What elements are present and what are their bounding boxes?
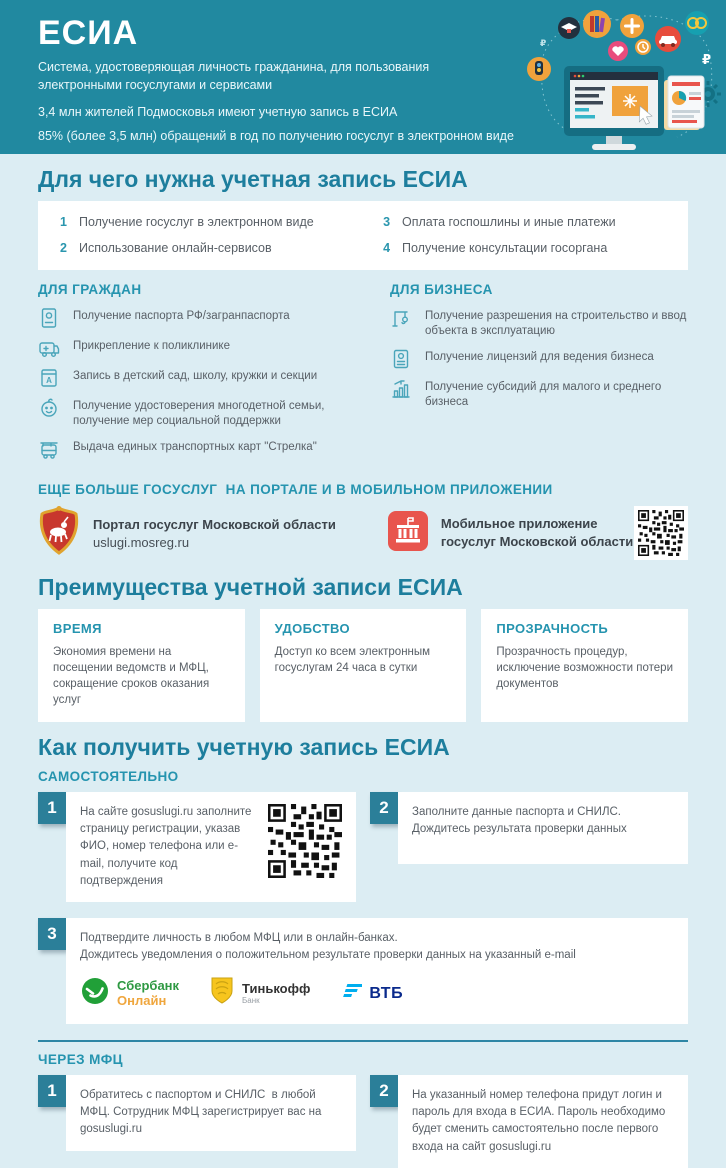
advantage-card-transparency bbox=[481, 609, 688, 722]
crane-icon bbox=[390, 307, 412, 329]
list-item bbox=[38, 397, 368, 430]
purpose-item-text: Получение госуслуг в электронном виде bbox=[78, 215, 314, 229]
vtb-label: ВТБ bbox=[369, 984, 404, 1002]
self-subheading: САМОСТОЯТЕЛЬНО bbox=[38, 768, 179, 784]
list-item-text: Получение паспорта РФ/загранпаспорта bbox=[73, 309, 290, 322]
sberbank-label-line1: Сбербанк bbox=[117, 978, 180, 994]
passport-icon bbox=[38, 307, 60, 329]
svg-text:₽: ₽ bbox=[540, 39, 547, 49]
more-services-heading: ЕЩЕ БОЛЬШЕ ГОСУСЛУГ НА ПОРТАЛЕ И В МОБИЛЬНОМ ПРИЛОЖЕНИИ bbox=[38, 481, 553, 497]
vtb-logo bbox=[340, 982, 403, 1006]
sberbank-icon bbox=[80, 976, 110, 1012]
header-stat-users: 3,4 млн жителей Подмосковья имеют учетную запись в ЕСИА bbox=[38, 105, 398, 120]
how-heading: Как получить учетную запись ЕСИА bbox=[38, 733, 450, 760]
portal-url: uslugi.mosreg.ru bbox=[93, 535, 190, 551]
school-record-icon bbox=[38, 367, 60, 389]
purpose-card bbox=[38, 201, 688, 270]
purpose-heading: Для чего нужна учетная запись ЕСИА bbox=[38, 166, 468, 192]
advantage-title: ПРОЗРАЧНОСТЬ bbox=[496, 620, 609, 636]
step-number-badge: 3 bbox=[38, 918, 66, 950]
mfc-step-1 bbox=[38, 1075, 356, 1168]
clock-icon bbox=[635, 39, 651, 55]
advantage-text: Прозрачность процедур, исключение возможности потери документов bbox=[496, 645, 673, 690]
vtb-wing-icon bbox=[340, 982, 362, 1006]
chart-growth-icon bbox=[390, 378, 412, 400]
section-advantages bbox=[38, 574, 688, 722]
advantage-title: ВРЕМЯ bbox=[53, 620, 102, 636]
purpose-item-text: Использование онлайн-сервисов bbox=[78, 241, 272, 256]
step-text: Обратитесь с паспортом и СНИЛС в любой МФЦ. Сотрудник МФЦ зарегистрирует вас на gosuslugi.ru bbox=[80, 1088, 325, 1136]
tinkoff-logo bbox=[209, 976, 310, 1012]
business-heading: ДЛЯ БИЗНЕСА bbox=[390, 281, 493, 297]
monitor-icon bbox=[564, 66, 664, 150]
purpose-item-number: 4 bbox=[383, 241, 391, 256]
car-icon bbox=[655, 26, 681, 52]
advantage-text: Доступ ко всем электронным госуслугам 24 часа в сутки bbox=[274, 645, 431, 674]
mfc-step-2 bbox=[370, 1075, 688, 1168]
banks-row bbox=[80, 976, 674, 1012]
self-step-1 bbox=[38, 792, 356, 902]
header-banner bbox=[0, 0, 726, 154]
sberbank-label-line2: Онлайн bbox=[117, 992, 167, 1008]
step-text-line2: Дождитесь уведомления о положительном результате проверки данных на указанный e-mail bbox=[80, 949, 576, 962]
purpose-item-number: 2 bbox=[60, 241, 67, 256]
purpose-item bbox=[60, 214, 357, 230]
app-qr-code bbox=[634, 506, 688, 560]
child-icon bbox=[38, 397, 60, 419]
self-step-3 bbox=[38, 918, 688, 1024]
moscow-region-coat-of-arms-icon bbox=[38, 505, 80, 562]
mobile-app-title-line2: госуслуг Московской области bbox=[440, 534, 634, 550]
purpose-item-number: 3 bbox=[383, 215, 391, 229]
list-item bbox=[38, 438, 368, 460]
list-item bbox=[38, 307, 368, 329]
list-item bbox=[390, 307, 688, 340]
school-record-icon-item bbox=[38, 367, 368, 389]
list-item bbox=[390, 348, 688, 370]
tinkoff-label-line2: Банк bbox=[242, 995, 260, 1005]
header-subtitle: Система, удостоверяющая личность гражданина, для пользования электронными госуслугами и сервисами bbox=[38, 59, 430, 93]
tinkoff-icon bbox=[209, 976, 235, 1012]
list-item bbox=[390, 378, 688, 411]
list-item bbox=[38, 337, 368, 359]
mobile-app-icon bbox=[388, 511, 428, 556]
citizens-heading: ДЛЯ ГРАЖДАН bbox=[38, 281, 142, 297]
advantage-card-time bbox=[38, 609, 245, 722]
section-how-to-get bbox=[38, 734, 688, 1168]
purpose-item bbox=[60, 240, 357, 256]
report-documents-icon bbox=[664, 76, 704, 130]
portal-title: Портал госуслуг Московской области bbox=[93, 516, 336, 532]
list-item-text: Получение удостоверения многодетной семьи, получение мер социальной поддержки bbox=[73, 399, 325, 428]
traffic-device-icon bbox=[527, 57, 551, 81]
mobile-app-title-line1: Мобильное приложение bbox=[440, 516, 598, 532]
portal-brand bbox=[38, 505, 336, 562]
computer-services-illustration bbox=[512, 2, 722, 152]
list-item-text: Получение разрешения на строительство и ввод объекта в эксплуатацию bbox=[425, 309, 687, 338]
bus-icon bbox=[38, 438, 60, 460]
business-group bbox=[390, 282, 688, 468]
advantage-card-convenience bbox=[260, 609, 467, 722]
purpose-item-number: 1 bbox=[60, 215, 67, 229]
header-stat-requests: 85% (более 3,5 млн) обращений в год по получению госуслуг в электронном виде bbox=[38, 129, 514, 144]
purpose-item-text: Получение консультации госоргана bbox=[402, 241, 608, 256]
purpose-item bbox=[383, 240, 666, 256]
medicine-icon bbox=[620, 14, 644, 38]
purpose-item bbox=[383, 214, 666, 230]
health-heart-icon bbox=[608, 41, 628, 61]
section-divider bbox=[38, 1040, 688, 1042]
step-text: Заполните данные паспорта и СНИЛС. Дождитесь результата проверки данных bbox=[412, 805, 627, 836]
list-item-text: Получение лицензий для ведения бизнеса bbox=[425, 350, 654, 363]
ambulance-icon bbox=[38, 337, 60, 359]
svg-text:₽: ₽ bbox=[702, 53, 712, 68]
mobile-app-brand bbox=[388, 511, 633, 556]
advantage-text: Экономия времени на посещении ведомств и МФЦ, сокращение сроков оказания услуг bbox=[53, 645, 210, 706]
list-item-text: Прикрепление к поликлинике bbox=[73, 339, 230, 352]
step-number-badge: 1 bbox=[38, 792, 66, 824]
books-icon bbox=[583, 10, 611, 38]
advantages-heading: Преимущества учетной записи ЕСИА bbox=[38, 573, 463, 600]
section-more-services bbox=[38, 482, 688, 562]
advantage-title: УДОБСТВО bbox=[274, 620, 351, 636]
gosuslugi-qr-code bbox=[268, 804, 342, 878]
svg-text:A: A bbox=[46, 375, 52, 385]
self-step-2 bbox=[370, 792, 688, 902]
step-text-line1: Подтвердите личность в любом МФЦ или в онлайн-банках. bbox=[80, 932, 398, 945]
license-icon bbox=[390, 348, 412, 370]
sberbank-logo bbox=[80, 976, 179, 1012]
step-text: На сайте gosuslugi.ru заполните страницу регистрации, указав ФИО, номер телефона или e-mail, получите код подтверждения bbox=[80, 805, 252, 887]
education-icon bbox=[558, 17, 580, 39]
list-item-text: Получение субсидий для малого и среднего бизнеса bbox=[425, 380, 662, 409]
purpose-item-text: Оплата госпошлины и иные платежи bbox=[402, 215, 616, 229]
section-purpose bbox=[38, 166, 688, 270]
list-item-text: Запись в детский сад, школу, кружки и секции bbox=[73, 369, 318, 382]
list-item-text: Выдача единых транспортных карт "Стрелка" bbox=[73, 440, 317, 453]
step-number-badge: 1 bbox=[38, 1075, 66, 1107]
step-text: На указанный номер телефона придут логин и пароль для входа в ЕСИА. Пароль необходимо будет сменить самостоятельно после первого входа на сайт gosuslugi.ru bbox=[412, 1088, 666, 1153]
step-number-badge: 2 bbox=[370, 792, 398, 824]
marriage-rings-icon bbox=[685, 11, 709, 35]
citizens-group bbox=[38, 282, 368, 468]
section-audiences bbox=[38, 282, 688, 468]
page-title: ЕСИА bbox=[38, 14, 139, 52]
tinkoff-label-line1: Тинькофф bbox=[242, 981, 311, 997]
step-number-badge: 2 bbox=[370, 1075, 398, 1107]
mfc-subheading: ЧЕРЕЗ МФЦ bbox=[38, 1051, 123, 1067]
